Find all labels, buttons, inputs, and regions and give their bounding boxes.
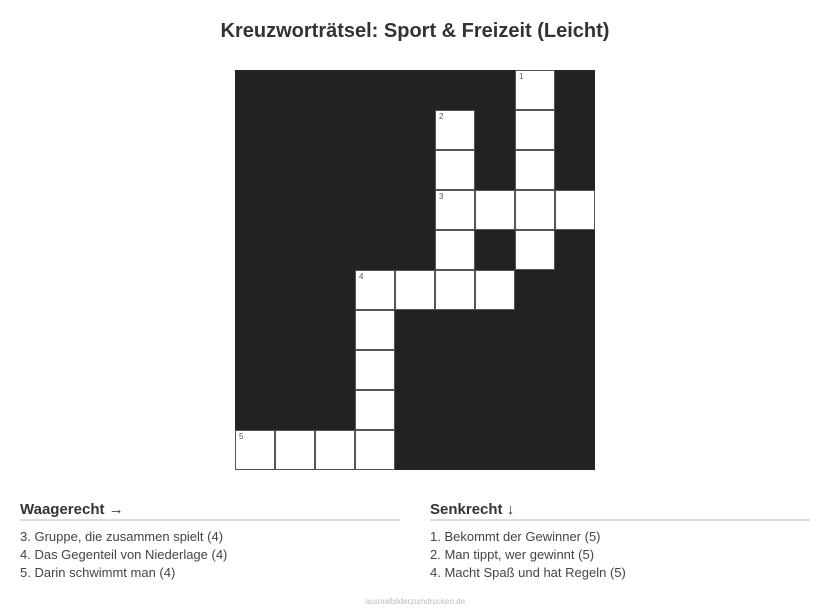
clue-number: 3 bbox=[439, 192, 444, 201]
crossword-cell[interactable] bbox=[555, 190, 595, 230]
crossword-cell[interactable] bbox=[315, 430, 355, 470]
down-clue: 1. Bekommt der Gewinner (5) bbox=[430, 529, 601, 544]
crossword-cell[interactable] bbox=[355, 430, 395, 470]
arrow-right-icon: → bbox=[108, 501, 124, 518]
crossword-cell[interactable] bbox=[515, 150, 555, 190]
crossword-cell[interactable] bbox=[435, 150, 475, 190]
clue-number: 5 bbox=[239, 432, 244, 441]
crossword-cell[interactable] bbox=[475, 270, 515, 310]
across-clue: 3. Gruppe, die zusammen spielt (4) bbox=[20, 529, 224, 544]
down-heading-label: Senkrecht bbox=[430, 501, 503, 518]
across-clue-list bbox=[20, 528, 400, 582]
crossword-cell[interactable] bbox=[355, 310, 395, 350]
crossword-cell[interactable] bbox=[275, 430, 315, 470]
crossword-cell[interactable] bbox=[435, 270, 475, 310]
across-clue: 5. Darin schwimmt man (4) bbox=[20, 565, 176, 580]
crossword-cell[interactable] bbox=[515, 190, 555, 230]
page-title: Kreuzworträtsel: Sport & Freizeit (Leicht) bbox=[220, 20, 610, 42]
crossword-cell[interactable] bbox=[435, 110, 475, 150]
crossword-cell[interactable] bbox=[435, 190, 475, 230]
down-clue-list bbox=[430, 528, 810, 582]
down-heading bbox=[430, 501, 810, 521]
crossword-cell[interactable] bbox=[395, 270, 435, 310]
crossword-cell[interactable] bbox=[515, 230, 555, 270]
crossword-cell[interactable] bbox=[355, 390, 395, 430]
crossword-cell[interactable] bbox=[435, 230, 475, 270]
crossword-cell[interactable] bbox=[235, 430, 275, 470]
across-clues bbox=[20, 501, 400, 582]
across-heading-label: Waagerecht bbox=[20, 501, 105, 518]
arrow-down-icon: ↓ bbox=[506, 501, 515, 518]
across-heading bbox=[20, 501, 400, 521]
source-footer: ausmalbilderzumdrucken.de bbox=[364, 597, 466, 606]
clue-number: 4 bbox=[359, 272, 364, 281]
crossword-cell[interactable] bbox=[515, 70, 555, 110]
down-clue: 2. Man tippt, wer gewinnt (5) bbox=[430, 547, 595, 562]
clue-number: 1 bbox=[519, 72, 524, 81]
crossword-cell[interactable] bbox=[515, 110, 555, 150]
down-clues bbox=[430, 501, 810, 582]
crossword-cell[interactable] bbox=[355, 350, 395, 390]
crossword-cell[interactable] bbox=[475, 190, 515, 230]
down-clue: 4. Macht Spaß und hat Regeln (5) bbox=[430, 565, 626, 580]
crossword-grid bbox=[235, 70, 595, 470]
clue-number: 2 bbox=[439, 112, 444, 121]
across-clue: 4. Das Gegenteil von Niederlage (4) bbox=[20, 547, 228, 562]
crossword-cell[interactable] bbox=[355, 270, 395, 310]
